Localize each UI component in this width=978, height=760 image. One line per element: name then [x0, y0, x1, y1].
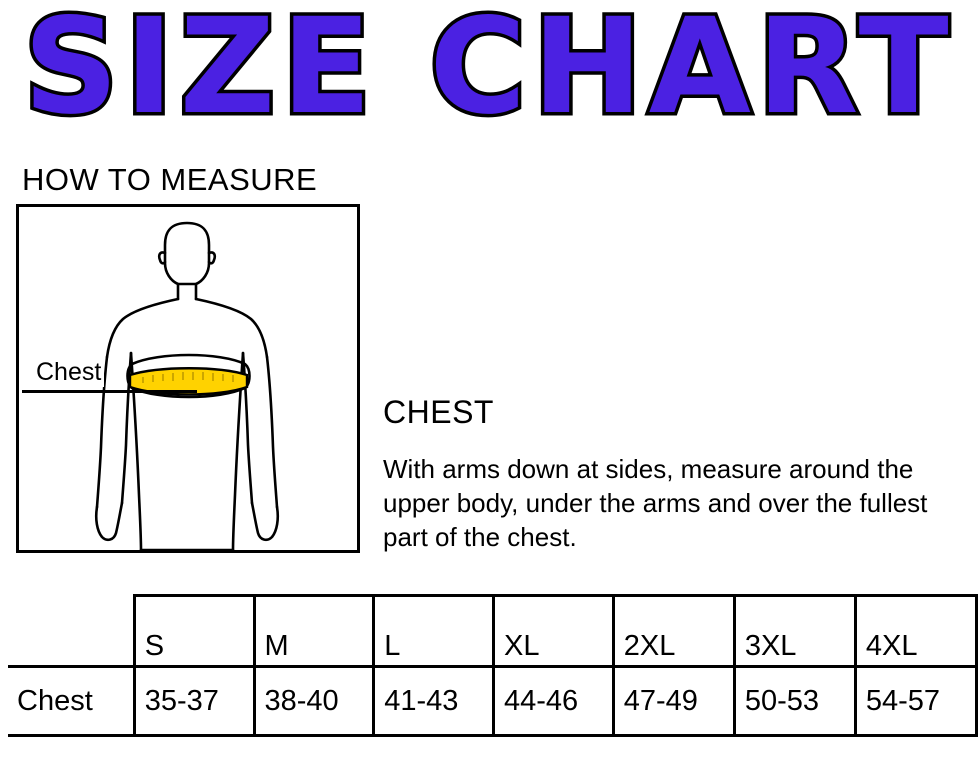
table-row	[8, 667, 977, 736]
table-row-label-chest: Chest	[8, 667, 134, 736]
table-header-l: L	[374, 596, 494, 667]
chest-description-heading: CHEST	[383, 394, 494, 430]
table-cell-chest-s: 35-37	[134, 667, 254, 736]
table-header-4xl: 4XL	[855, 596, 976, 667]
table-cell-chest-xl: 44-46	[494, 667, 614, 736]
chest-callout-label: Chest	[33, 358, 104, 387]
table-header-row	[8, 596, 977, 667]
table-header-3xl: 3XL	[734, 596, 855, 667]
size-table	[8, 594, 978, 737]
table-header-2xl: 2XL	[613, 596, 734, 667]
table-cell-chest-4xl: 54-57	[855, 667, 976, 736]
table-cell-chest-2xl: 47-49	[613, 667, 734, 736]
how-to-measure-heading: HOW TO MEASURE	[22, 162, 318, 197]
svg-text:SIZE CHART: SIZE CHART	[23, 0, 955, 144]
table-cell-chest-l: 41-43	[374, 667, 494, 736]
table-corner-cell	[8, 596, 134, 667]
table-header-xl: XL	[494, 596, 614, 667]
chest-callout-leader-line	[22, 390, 197, 393]
table-header-m: M	[254, 596, 374, 667]
table-header-s: S	[134, 596, 254, 667]
table-cell-chest-m: 38-40	[254, 667, 374, 736]
chest-description-body: With arms down at sides, measure around the upper body, under the arms and over the fullest part of the chest.	[383, 454, 928, 552]
table-cell-chest-3xl: 50-53	[734, 667, 855, 736]
size-chart-title-art	[0, 0, 978, 145]
page-title-banner	[0, 0, 978, 145]
